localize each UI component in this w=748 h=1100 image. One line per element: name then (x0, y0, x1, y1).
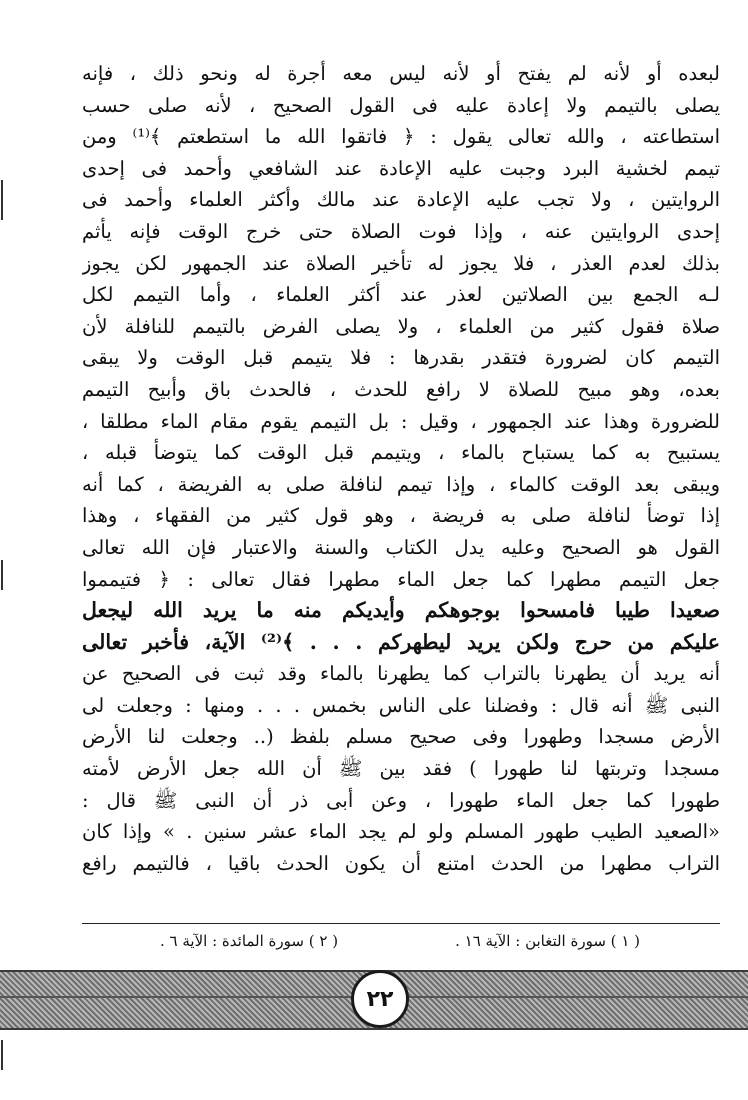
body-line-25: «الصعيد الطيب طهور المسلم ولو لم يجد الماء عشر سنين . » وإذا كان (82, 820, 720, 844)
body-line-9: صلاة فقول كثير من العلماء ، ولا يصلى الفرض بالتيمم للنافلة لأن (82, 314, 720, 338)
footnote-1: ( ١ ) سورة التغابن : الآية ١٦ . (455, 932, 640, 950)
body-line-21: النبى ﷺ أنه قال : وفضلنا على الناس بخمس . . . ومنها : وجعلت لى (82, 693, 720, 717)
body-line-2: يصلى بالتيمم ولا إعادة عليه فى القول الصحيح ، لأنه صلى حسب (82, 93, 720, 117)
footnote-2: ( ٢ ) سورة المائدة : الآية ٦ . (160, 932, 339, 950)
body-line-13: يستبيح به كما يستباح بالماء ، ويتيمم قبل الوقت كما يتوضأ قبله ، (82, 441, 720, 465)
body-line-14: ويبقى بعد الوقت كالماء ، وإذا تيمم لنافلة صلى به الفريضة ، كما أنه (82, 472, 720, 496)
body-line-10: التيمم كان لضرورة فتقدر بقدرها : فلا يتيمم قبل الوقت ولا يبقى (82, 346, 720, 370)
body-line-20: أنه يريد أن يطهرنا بالتراب كما يطهرنا بالماء وقد ثبت فى الصحيح عن (82, 662, 720, 686)
body-text (82, 58, 720, 879)
body-line-24: طهورا كما جعل الماء طهورا ، وعن أبى ذر أن النبى ﷺ قال : (82, 788, 720, 812)
body-line-1: لبعده أو لأنه لم يفتح أو لأنه ليس معه أجرة له ونحو ذلك ، فإنه (82, 62, 720, 85)
body-line-22: الأرض مسجدا وطهورا وفى صحيح مسلم بلفظ (.. وجعلت لنا الأرض (82, 725, 720, 749)
body-line-23: مسجدا وتربتها لنا طهورا ) فقد بين ﷺ أن الله جعل الأرض لأمته (82, 757, 720, 781)
body-line-17: جعل التيمم مطهرا كما جعل الماء مطهرا فقال تعالى : ﴿ فتيمموا (82, 567, 720, 591)
body-line-4: تيمم لخشية البرد وجبت عليه الإعادة عند الشافعي وأحمد فى إحدى (82, 156, 720, 180)
scan-edge-mark (1, 180, 3, 220)
body-line-26: التراب مطهرا من الحدث امتنع أن يكون الحدث باقيا ، فالتيمم رافع (82, 851, 720, 875)
footnotes (160, 928, 640, 954)
page-number-badge (351, 970, 409, 1028)
body-line-15: إذا توضأ لنافلة صلى به فريضة ، وهو قول كثير من الفقهاء ، وهذا (82, 504, 720, 528)
scan-edge-mark (1, 560, 3, 590)
body-line-5: الروايتين ، ولا تجب عليه الإعادة عند مالك وأكثر العلماء وأحمد فى (82, 188, 720, 212)
quran-verse-line-1: صعيدا طيبا فامسحوا بوجوهكم وأيديكم منه ما يريد الله ليجعل (82, 598, 720, 623)
body-line-3: استطاعته ، والله تعالى يقول : ﴿ فاتقوا الله ما استطعتم ﴾⁽¹⁾ ومن (82, 125, 720, 149)
body-line-12: للضرورة وهذا عند الجمهور ، وقيل : بل التيمم يقوم مقام الماء مطلقا ، (82, 409, 720, 433)
scan-edge-mark (1, 1040, 3, 1070)
body-line-7: بذلك لعدم العذر ، فلا يجوز له تأخير الصلاة عند الجمهور لكن يجوز (82, 251, 720, 275)
page-number: ٢٢ (366, 986, 394, 1012)
body-line-16: القول هو الصحيح وعليه يدل الكتاب والسنة والاعتبار فإن الله تعالى (82, 535, 720, 559)
body-line-11: بعده، وهو مبيح للصلاة لا رافع للحدث ، فالحدث باق وأبيح التيمم (82, 377, 720, 401)
body-line-8: لـه الجمع بين الصلاتين لعذر عند أكثر العلماء ، وأما التيمم لكل (82, 283, 720, 307)
footnote-divider (82, 923, 720, 924)
quran-verse-line-2: عليكم من حرج ولكن يريد ليطهركم . . . ﴾⁽²⁾ الآية، فأخبر تعالى (82, 629, 720, 654)
body-line-6: إحدى الروايتين عنه ، وإذا فوت الصلاة حتى خرج الوقت فإنه يأثم (82, 219, 720, 243)
